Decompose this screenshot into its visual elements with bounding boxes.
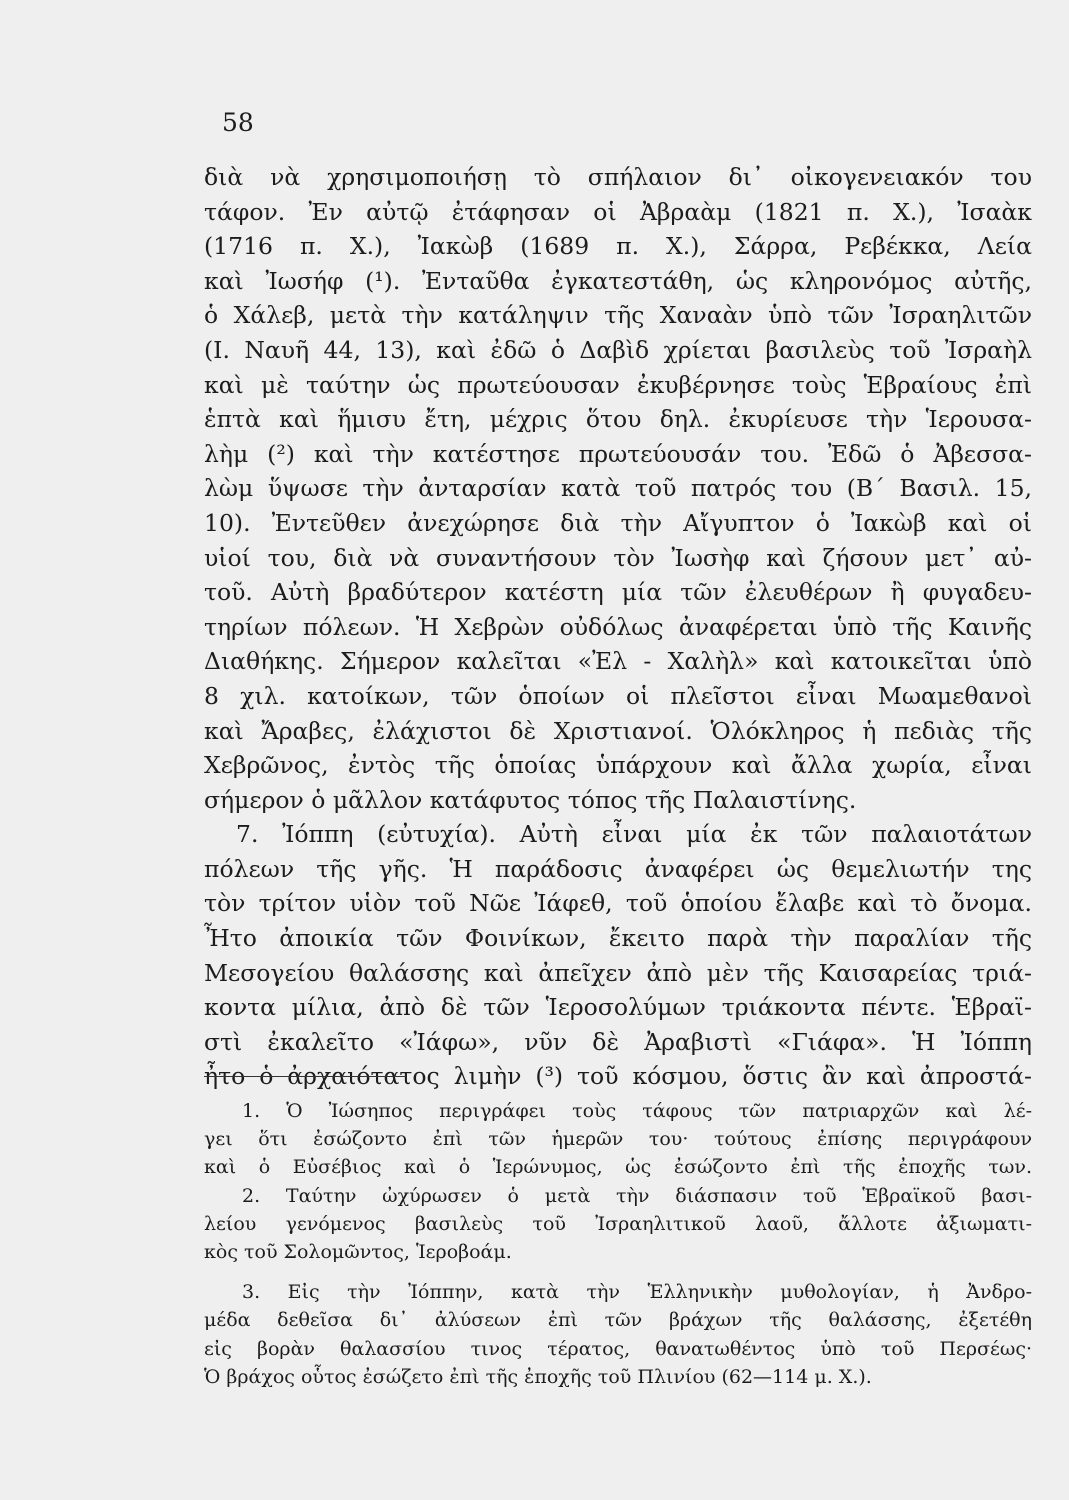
body-line: πόλεων τῆς γῆς. Ἡ παράδοσις ἀναφέρει ὡς θεμελιωτήν της xyxy=(204,854,1032,883)
body-line: (Ι. Ναυῆ 44, 13), καὶ ἐδῶ ὁ Δαβὶδ χρίεται βασιλεὺς τοῦ Ἰσραὴλ xyxy=(204,335,1032,364)
footnotes xyxy=(204,1097,1032,1391)
footnote-line: γει ὅτι ἐσώζοντο ἐπὶ τῶν ἡμερῶν του· τούτους ἐπίσης περιγράφουν xyxy=(204,1128,1032,1151)
body-line: σήμερον ὁ μᾶλλον κατάφυτος τόπος τῆς Παλαιστίνης. xyxy=(204,785,857,814)
body-line: Ἦτο ἀποικία τῶν Φοινίκων, ἔκειτο παρὰ τὴν παραλίαν τῆς xyxy=(204,924,1032,953)
footnote-line: καὶ ὁ Εὐσέβιος καὶ ὁ Ἱερώνυμος, ὡς ἐσώζοντο ἐπὶ τῆς ἐποχῆς των. xyxy=(204,1156,1032,1179)
footnote-line: λείου γενόμενος βασιλεὺς τοῦ Ἰσραηλιτικοῦ λαοῦ, ἄλλοτε ἀξιωματι- xyxy=(204,1212,1032,1235)
footnote-line: 3. Εἰς τὴν Ἰόππην, κατὰ τὴν Ἑλληνικὴν μυθολογίαν, ἡ Ἀνδρο- xyxy=(242,1281,1032,1304)
footnote-divider xyxy=(204,1076,406,1077)
section-heading-line: 7. Ἰόππη (εὐτυχία). Αὐτὴ εἶναι μία ἐκ τῶν παλαιοτάτων xyxy=(236,820,1032,849)
footnote-line: κὸς τοῦ Σολομῶντος, Ἱεροβοάμ. xyxy=(204,1240,512,1263)
body-line: Χεβρῶνος, ἐντὸς τῆς ὁποίας ὑπάρχουν καὶ ἄλλα χωρία, εἶναι xyxy=(204,751,1032,780)
body-line: υἱοί του, διὰ νὰ συναντήσουν τὸν Ἰωσὴφ καὶ ζήσουν μετ᾽ αὐ- xyxy=(204,543,1032,572)
body-line: 10). Ἐντεῦθεν ἀνεχώρησε διὰ τὴν Αἴγυπτον ὁ Ἰακὼβ καὶ οἱ xyxy=(204,508,1032,537)
body-line: ἑπτὰ καὶ ἥμισυ ἔτη, μέχρις ὅτου δηλ. ἐκυρίευσε τὴν Ἱερουσα- xyxy=(204,405,1032,434)
body-line: κοντα μίλια, ἀπὸ δὲ τῶν Ἱεροσολύμων τριάκοντα πέντε. Ἑβραϊ- xyxy=(204,993,1032,1022)
footnote-line: μέδα δεθεῖσα δι᾽ ἀλύσεων ἐπὶ τῶν βράχων τῆς θαλάσσης, ἐξετέθη xyxy=(204,1309,1032,1332)
page-number: 58 xyxy=(222,108,254,137)
body-line: λὴμ (²) καὶ τὴν κατέστησε πρωτεύουσάν του. Ἐδῶ ὁ Ἀβεσσα- xyxy=(204,439,1032,468)
body-line: Διαθήκης. Σήμερον καλεῖται «Ἐλ - Χαλὴλ» καὶ κατοικεῖται ὑπὸ xyxy=(204,647,1032,676)
footnote-line: Ὁ βράχος οὗτος ἐσώζετο ἐπὶ τῆς ἐποχῆς τοῦ Πλινίου (62—114 μ. Χ.). xyxy=(204,1365,872,1388)
body-line: ἦτο ὁ ἀρχαιότατος λιμὴν (³) τοῦ κόσμου, ὅστις ἂν καὶ ἀπροστά- xyxy=(204,1062,1032,1091)
body-line: Μεσογείου θαλάσσης καὶ ἀπεῖχεν ἀπὸ μὲν τῆς Καισαρείας τριά- xyxy=(204,958,1032,987)
body-line: καὶ Ἰωσήφ (¹). Ἐνταῦθα ἐγκατεστάθη, ὡς κληρονόμος αὐτῆς, xyxy=(204,266,1032,295)
body-line: τοῦ. Αὐτὴ βραδύτερον κατέστη μία τῶν ἐλευθέρων ἢ φυγαδευ- xyxy=(204,578,1032,607)
body-line: 8 χιλ. κατοίκων, τῶν ὁποίων οἱ πλεῖστοι εἶναι Μωαμεθανοὶ xyxy=(204,681,1032,710)
footnote-gap xyxy=(204,1266,1032,1278)
body-line: καὶ Ἄραβες, ἐλάχιστοι δὲ Χριστιανοί. Ὁλόκληρος ἡ πεδιὰς τῆς xyxy=(204,716,1032,745)
body-line: (1716 π. Χ.), Ἰακὼβ (1689 π. Χ.), Σάρρα, Ρεβέκκα, Λεία xyxy=(204,232,1032,261)
body-line: ὁ Χάλεβ, μετὰ τὴν κατάληψιν τῆς Χαναὰν ὑπὸ τῶν Ἰσραηλιτῶν xyxy=(204,301,1032,330)
body-line: στὶ ἐκαλεῖτο «Ἰάφω», νῦν δὲ Ἀραβιστὶ «Γιάφα». Ἡ Ἰόππη xyxy=(204,1027,1032,1056)
body-text xyxy=(204,160,1032,1094)
body-line: τηρίων πόλεων. Ἡ Χεβρὼν οὐδόλως ἀναφέρεται ὑπὸ τῆς Καινῆς xyxy=(204,612,1032,641)
body-line: τὸν τρίτον υἱὸν τοῦ Νῶε Ἰάφεθ, τοῦ ὁποίου ἔλαβε καὶ τὸ ὄνομα. xyxy=(204,889,1032,918)
body-line: καὶ μὲ ταύτην ὡς πρωτεύουσαν ἐκυβέρνησε τοὺς Ἑβραίους ἐπὶ xyxy=(204,370,1032,399)
footnote-line: 1. Ὁ Ἰώσηπος περιγράφει τοὺς τάφους τῶν πατριαρχῶν καὶ λέ- xyxy=(242,1100,1032,1122)
footnote-line: εἰς βορὰν θαλασσίου τινος τέρατος, θανατωθέντος ὑπὸ τοῦ Περσέως· xyxy=(204,1337,1032,1360)
body-line: τάφον. Ἐν αὐτῷ ἐτάφησαν οἱ Ἀβραὰμ (1821 π. Χ.), Ἰσαὰκ xyxy=(204,197,1032,226)
body-line: λὼμ ὕψωσε τὴν ἀνταρσίαν κατὰ τοῦ πατρός του (Β´ Βασιλ. 15, xyxy=(204,474,1032,503)
body-line: διὰ νὰ χρησιμοποιήσῃ τὸ σπήλαιον δι᾽ οἰκογενειακόν του xyxy=(204,163,1032,191)
footnote-line: 2. Ταύτην ὠχύρωσεν ὁ μετὰ τὴν διάσπασιν τοῦ Ἑβραϊκοῦ βασι- xyxy=(242,1184,1032,1207)
